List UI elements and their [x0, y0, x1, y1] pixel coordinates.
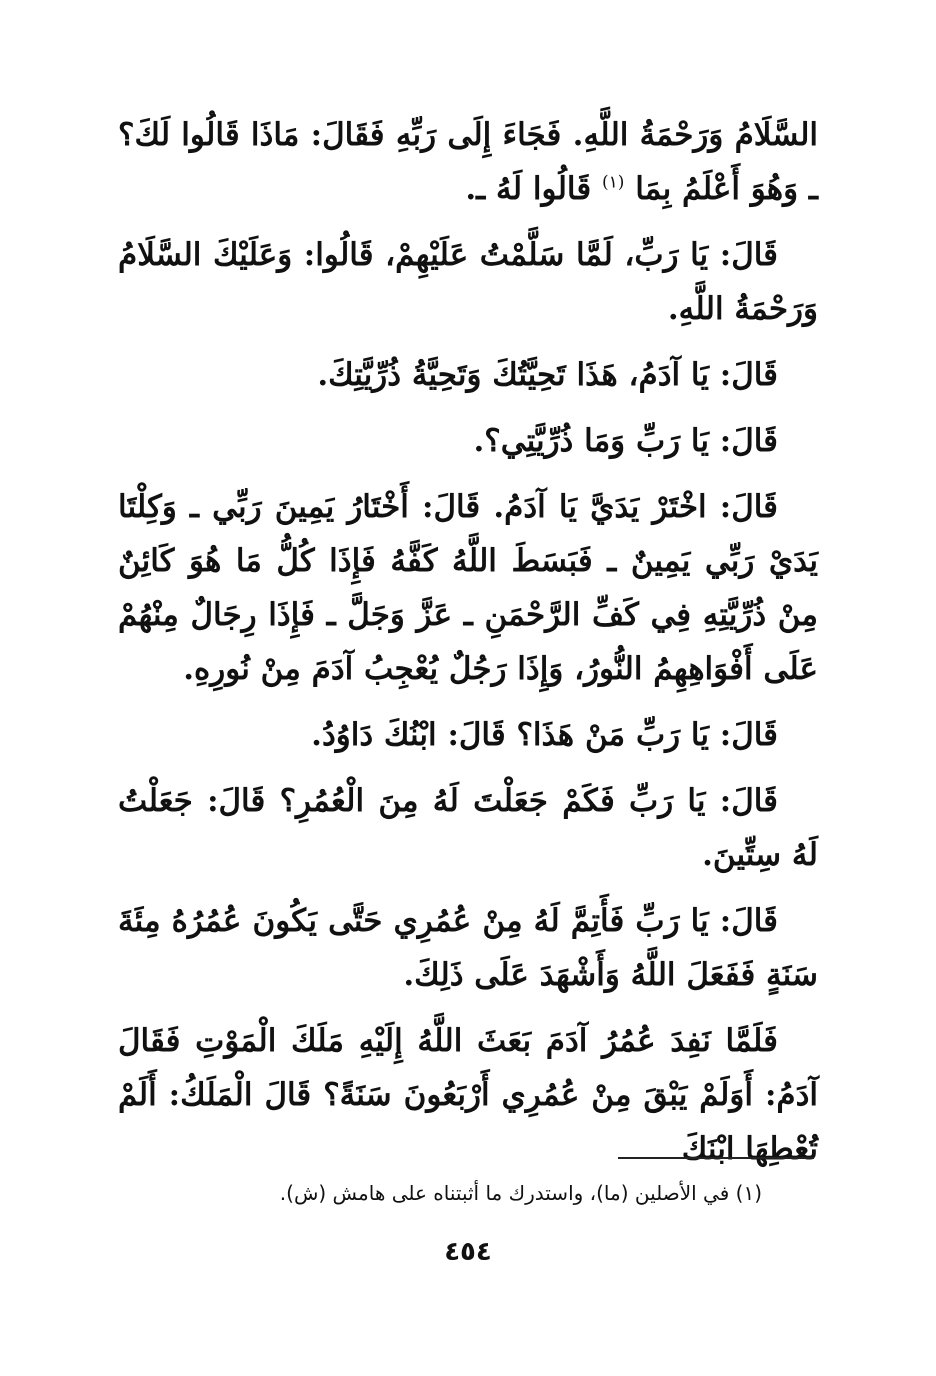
page-number: ٤٥٤: [444, 1237, 492, 1267]
paragraph-1-tail: قَالُوا لَهُ ـ.: [465, 171, 592, 207]
paragraph-1-text: السَّلَامُ وَرَحْمَةُ اللَّهِ. فَجَاءَ إِلَى رَبِّهِ فَقَالَ: مَاذَا قَالُوا لَكَ؟ ـ وَهُوَ أَعْلَمُ بِمَا: [118, 117, 818, 207]
footnote-separator: [618, 1157, 814, 1159]
footnote: (١) في الأصلين (ما)، واستدرك ما أثبتناه على هامش (ش).: [279, 1181, 762, 1205]
paragraph-6: قَالَ: يَا رَبِّ مَنْ هَذَا؟ قَالَ: ابْنُكَ دَاوُدُ.: [311, 717, 778, 753]
paragraph-9: فَلَمَّا نَفِدَ عُمُرُ آدَمَ بَعَثَ اللَّهُ إِلَيْهِ مَلَكَ الْمَوْتِ فَقَالَ آدَمُ: أَوَلَمْ يَبْقَ مِنْ عُمُرِي أَرْبَعُونَ سَنَةً؟ قَالَ الْمَلَكُ: أَلَمْ تُعْطِهَا ابْنَكَ: [118, 1023, 818, 1167]
footnote-reference: (١): [601, 172, 625, 193]
paragraph-4: قَالَ: يَا رَبِّ وَمَا ذُرِّيَّتِي؟.: [473, 423, 778, 459]
paragraph-2: قَالَ: يَا رَبِّ، لَمَّا سَلَّمْتُ عَلَيْهِمْ، قَالُوا: وَعَلَيْكَ السَّلَامُ وَرَحْمَةُ اللَّهِ.: [118, 237, 818, 327]
paragraph-7: قَالَ: يَا رَبِّ فَكَمْ جَعَلْتَ لَهُ مِنَ الْعُمُرِ؟ قَالَ: جَعَلْتُ لَهُ سِتِّينَ.: [118, 783, 818, 873]
paragraph-8: قَالَ: يَا رَبِّ فَأَتِمَّ لَهُ مِنْ عُمُرِي حَتَّى يَكُونَ عُمُرُهُ مِئَةَ سَنَةٍ فَفَعَلَ اللَّهُ وَأَشْهَدَ عَلَى ذَلِكَ.: [118, 903, 818, 993]
paragraph-5: قَالَ: اخْتَرْ يَدَيَّ يَا آدَمُ. قَالَ: أَخْتَارُ يَمِينَ رَبِّي ـ وَكِلْتَا يَدَيْ رَبِّي يَمِينٌ ـ فَبَسَطَ اللَّهُ كَفَّهُ فَإِذَا كُلُّ مَا هُوَ كَائِنٌ مِنْ ذُرِّيَّتِهِ فِي كَفِّ الرَّحْمَنِ ـ عَزَّ وَجَلَّ ـ فَإِذَا رِجَالٌ مِنْهُمْ عَلَى أَفْوَاهِهِمُ النُّورُ، وَإِذَا رَجُلٌ يُعْجِبُ آدَمَ مِنْ نُورِهِ.: [118, 489, 818, 687]
paragraph-1: [118, 108, 818, 216]
main-text: [118, 108, 818, 1188]
paragraph-3: قَالَ: يَا آدَمُ، هَذَا تَحِيَّتُكَ وَتَحِيَّةُ ذُرِّيَّتِكَ.: [317, 357, 778, 393]
